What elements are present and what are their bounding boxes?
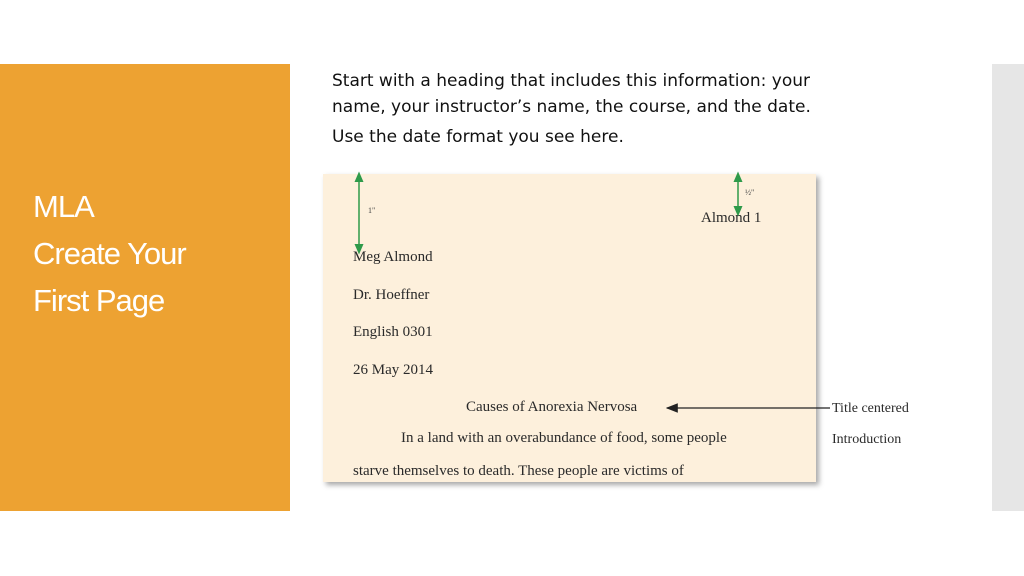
right-gray-bar [992, 64, 1024, 511]
margin-header-label: ½" [745, 188, 755, 197]
introduction-label: Introduction [832, 432, 902, 447]
slide-title-line: MLA [33, 189, 94, 224]
heading-instructor: Dr. Hoeffner [353, 287, 430, 303]
slide-title-line: Create Your [33, 236, 186, 271]
title-centered-label: Title centered [832, 401, 909, 416]
heading-date: 26 May 2014 [353, 362, 433, 378]
running-head: Almond 1 [701, 210, 762, 226]
slide-title [33, 183, 186, 324]
instructions-line: name, your instructor’s name, the course, and the date. [332, 97, 811, 117]
paper-title: Causes of Anorexia Nervosa [466, 399, 638, 415]
body-line: starve themselves to death. These people are victims of [353, 463, 684, 479]
instructions-line: Use the date format you see here. [332, 127, 624, 147]
margin-top-label: 1" [368, 206, 376, 215]
instructions-text [332, 68, 852, 150]
slide-title-line: First Page [33, 283, 165, 318]
instructions-line: Start with a heading that includes this information: your [332, 71, 811, 91]
body-line: In a land with an overabundance of food, some people [401, 430, 727, 446]
heading-course: English 0301 [353, 324, 433, 340]
sample-page-image [323, 174, 816, 482]
heading-student-name: Meg Almond [353, 249, 433, 265]
